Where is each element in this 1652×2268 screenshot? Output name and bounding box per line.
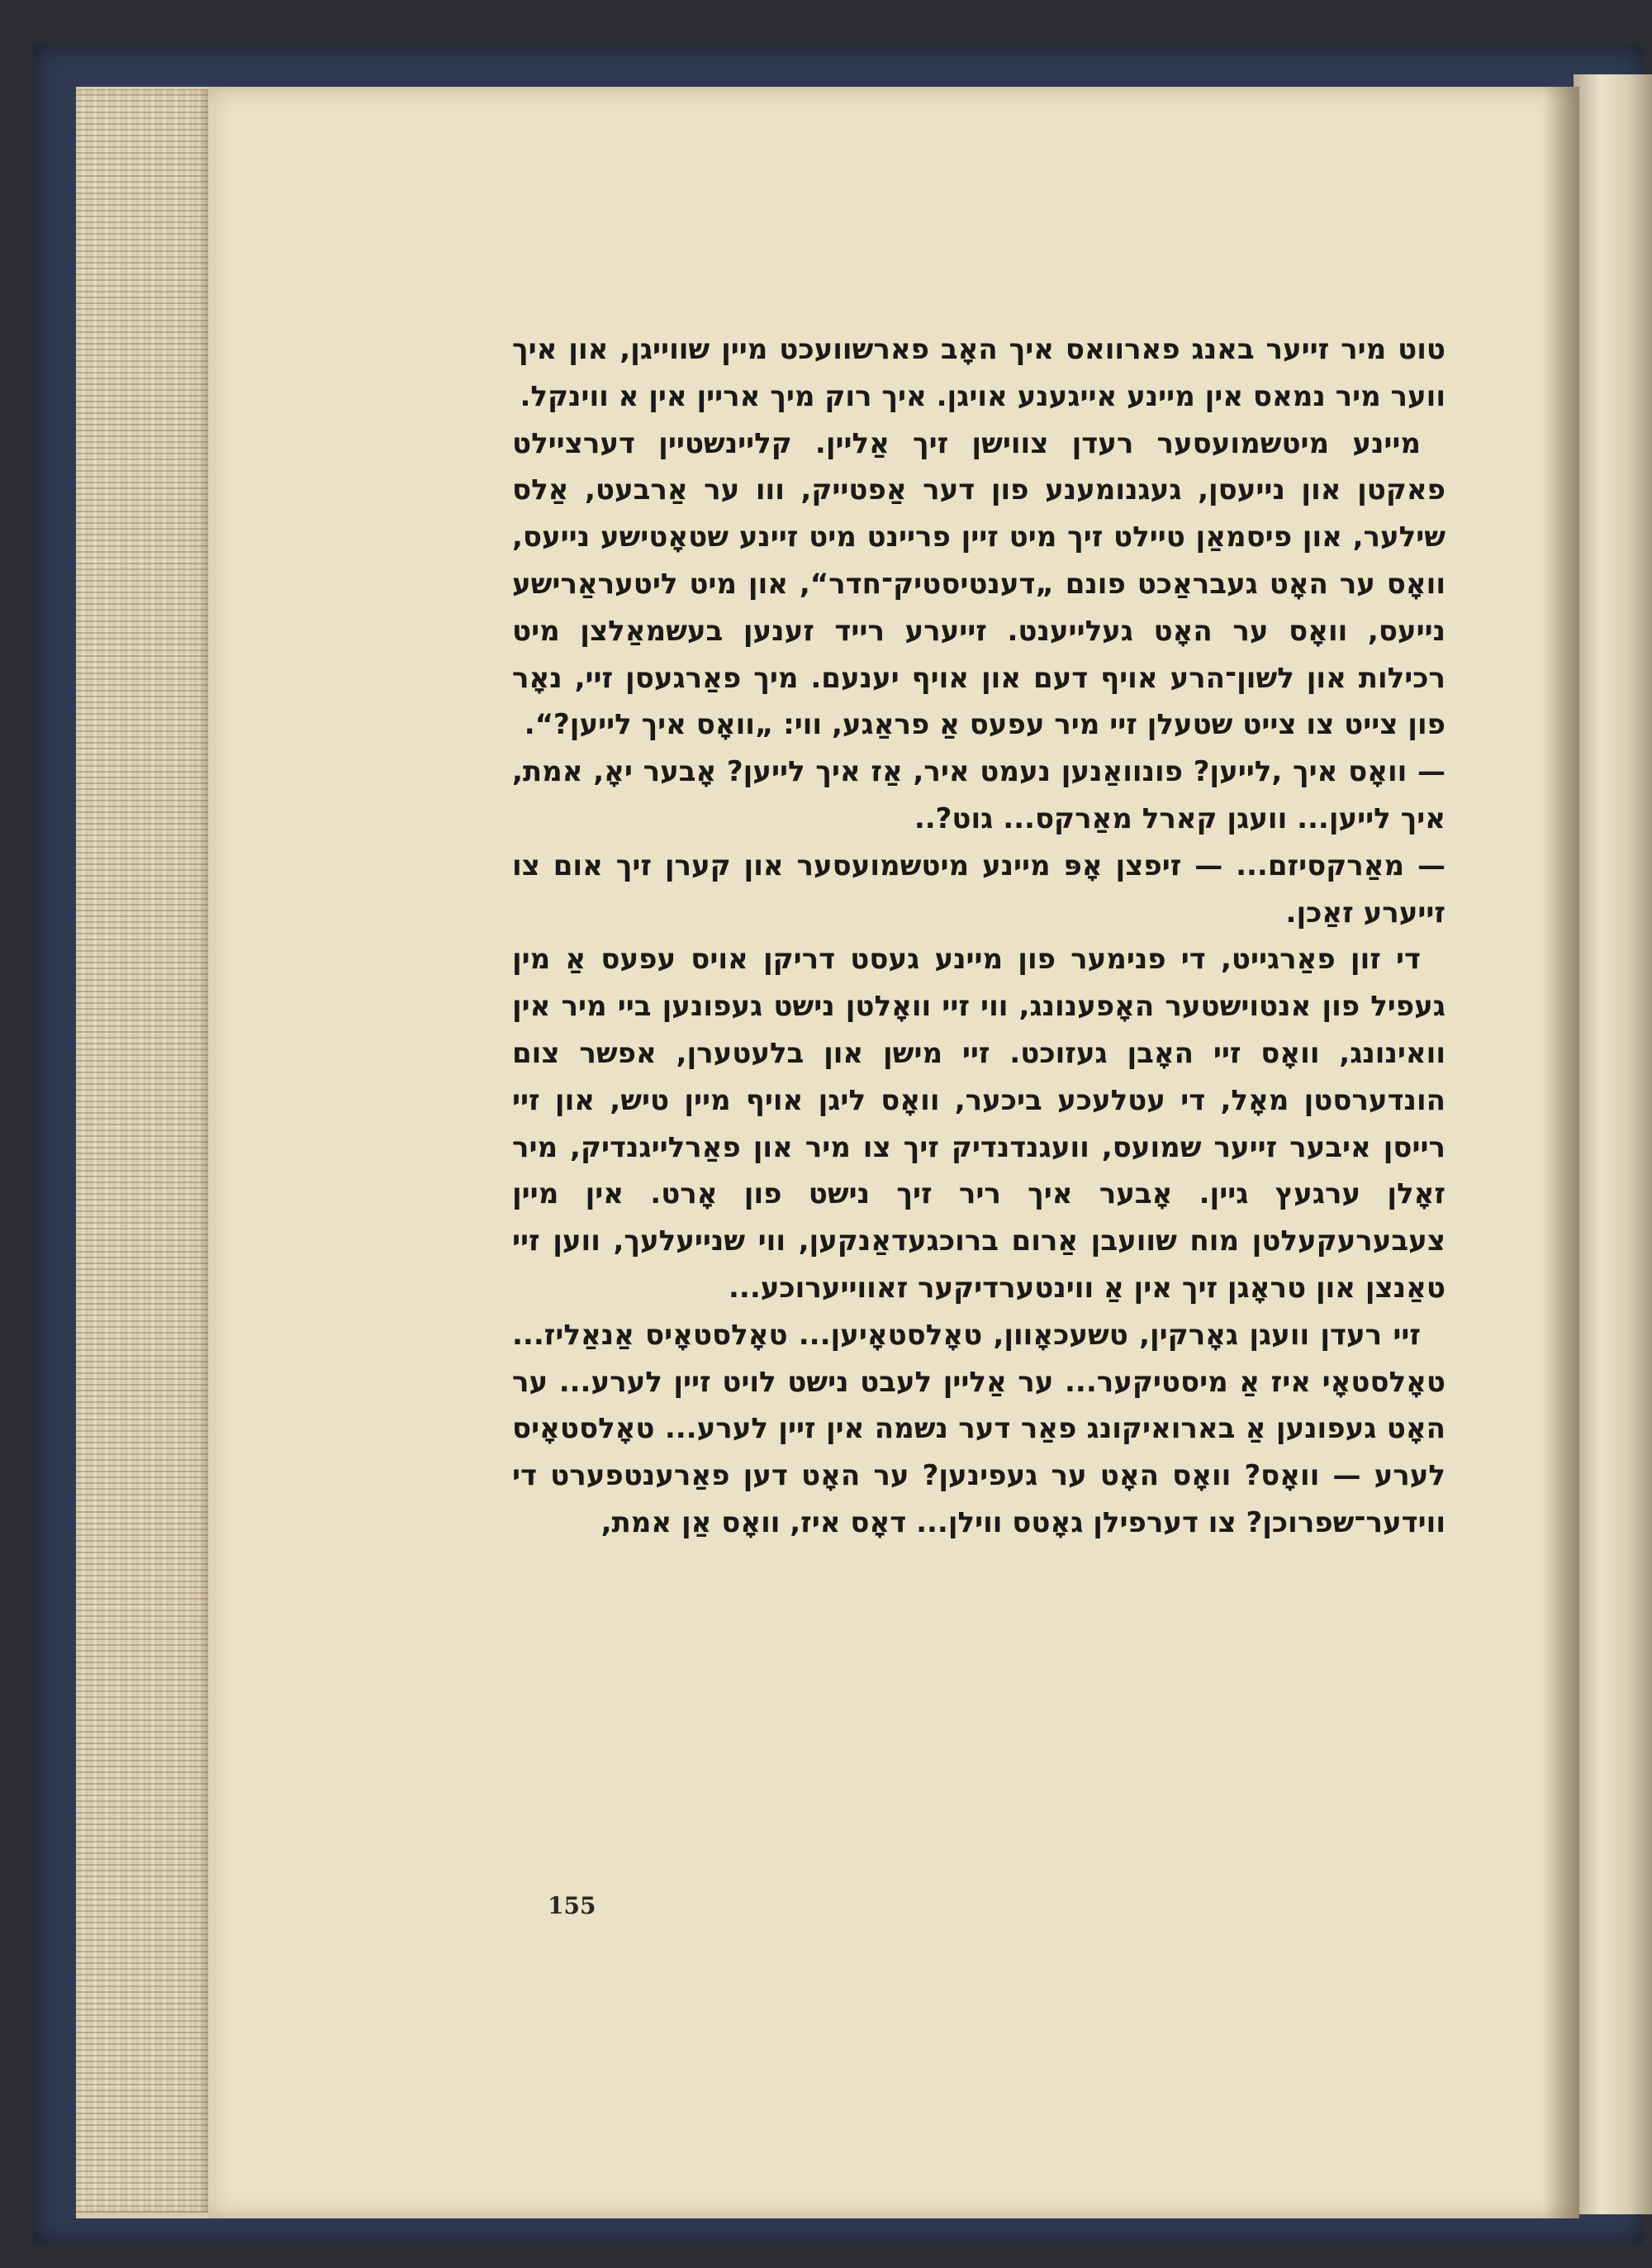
paragraph: די זון פאַרגייט, די פנימער פון מיינע געסט דריקן אויס עפעס אַ מין געפיל פון אנטוישטער האָפענונג, ווי זיי וואָלטן נישט געפונען ביי מיר אין וואינונג, וואָס זיי האָבן געזוכט. זיי מישן און בלעטערן, אפשר צום הונדערסטן מאָל, די עטלעכע ביכער, וואָס ליגן אויף מיין טיש, און זיי רייסן איבער זייער שמועס, וועגנדנדיק זיך צו מיר און פאַרלייגנדיק, מיר זאָלן ערגעץ גיין. אָבער איך ריר זיך נישט פון אָרט. אין מיין צעבערעקעלטן מוח שוועבן אַרום ברוכגעדאַנקען, ווי שנייעלעך, ווען זיי טאַנצן און טראָגן זיך אין אַ ווינטערדיקער זאווייערוכע...: [512, 943, 1446, 1305]
page-text: [512, 326, 1446, 1547]
paragraph: זיי רעדן וועגן גאָרקין, טשעכאָוון, טאָלסטאָיען... טאָלסטאָיס אַנאַליז... טאָלסטאָי איז אַ מיסטיקער... ער אַליין לעבט נישט לויט זיין לערע... ער האָט געפונען אַ בארואיקונג פאַר דער נשמה אין זיין לערע... טאָלסטאָיס לערע — וואָס? וואָס האָט ער געפינען? ער האָט דען פאַרענטפערט די ווידער־שפרוכן? צו דערפילן גאָטס ווילן... דאָס איז, וואָס אַן אמת,: [512, 1318, 1446, 1539]
paragraph: — וואָס איך ,לייען? פונוואַנען נעמט איר, אַז איך לייען? אָבער יאָ, אמת, איך לייען... וועגן קארל מאַרקס... גוט?..: [512, 755, 1446, 835]
page-gutter-shadow: [1543, 87, 1579, 2218]
paragraph: — מאַרקסיזם... — זיפצן אָפּ מיינע מיטשמועסער און קערן זיך אום צו זייערע זאַכן.: [512, 849, 1446, 930]
page-number: 155: [548, 1892, 596, 1919]
paragraph: מיינע מיטשמועסער רעדן צווישן זיך אַליין. קליינשטיין דערציילט פאקטן און נייעסן, געגנומענע פון דער אַפטייק, ווו ער אַרבעט, אַלס שילער, און פיסמאַן טיילט זיך מיט זיין פריינט מיט זיינע שטאָטישע נייעס, וואָס ער האָט געבראַכט פונם „דענטיסטיק־חדר“, און מיט ליטעראַרישע נייעס, וואָס ער האָט געלייענט. זייערע רייד זענען בעשמאַלצן מיט רכילות און לשון־הרע אויף דעם און אויף יענעם. מיך פאַרגעסן זיי, נאָר פון צייט צו צייט שטעלן זיי מיר עפעס אַ פראַגע, ווי: „וואָס איך לייען?“.: [512, 426, 1446, 742]
paragraph: טוט מיר זייער באנג פארוואס איך האָב פארשוועכט מיין שווייגן, און איך ווער מיר נמאס אין מיינע אייגענע אויגן. איך רוק מיך אריין אין א ווינקל.: [512, 333, 1446, 413]
page-fore-edge: [76, 89, 208, 2213]
facing-page-edge: [1574, 74, 1652, 2214]
